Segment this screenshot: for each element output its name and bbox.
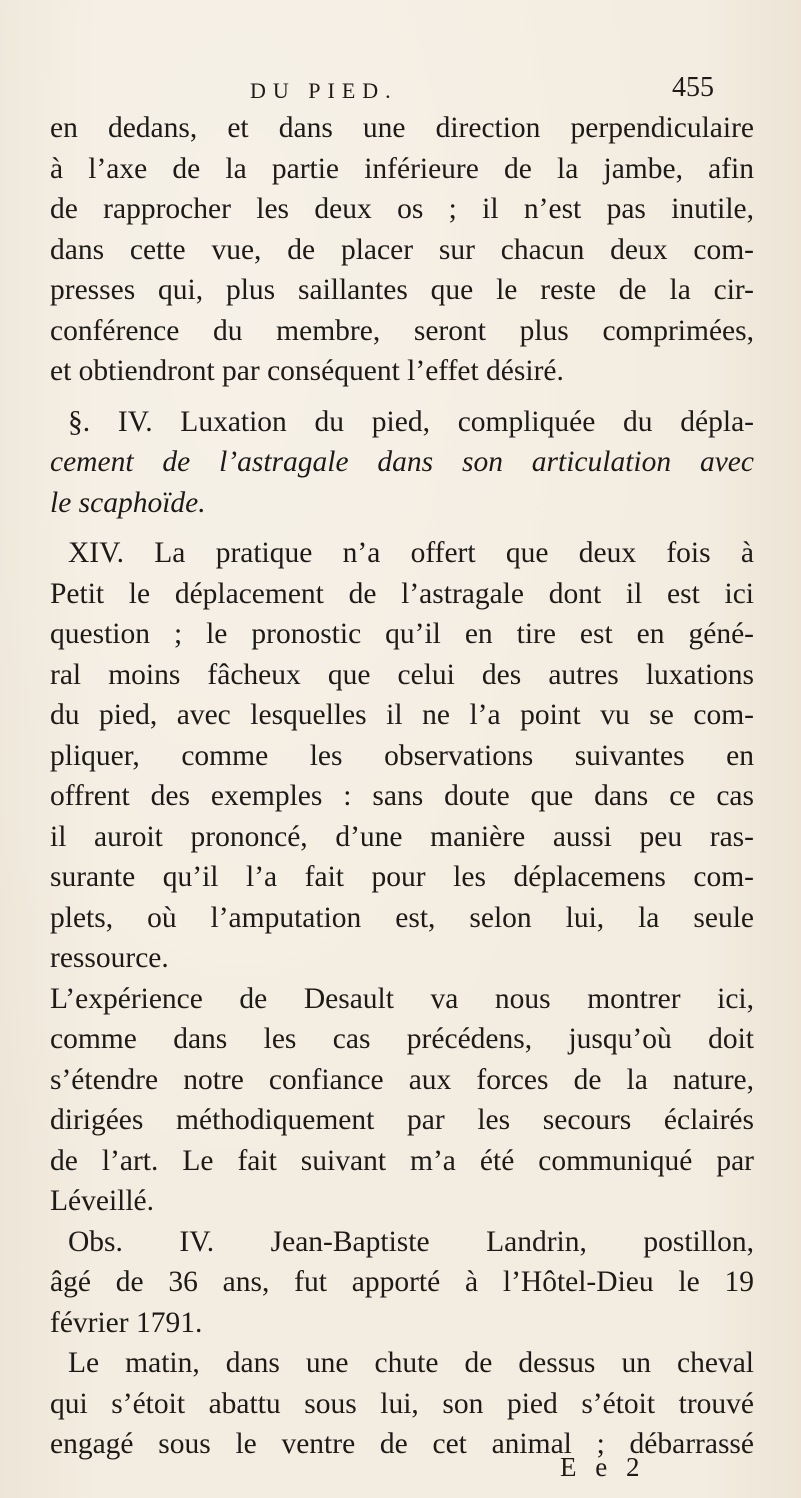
text-line: ral moins fâcheux que celui des autres luxations: [50, 658, 754, 691]
text-line: et obtiendront par conséquent l’effet désiré.: [50, 355, 564, 387]
text-line: en dedans, et dans une direction perpendiculaire: [50, 112, 754, 144]
text-line: dans cette vue, de placer sur chacun deux com-: [50, 233, 754, 266]
paragraph-5: [50, 1343, 754, 1465]
text-line: âgé de 36 ans, fut apporté à l’Hôtel-Dieu le 19: [50, 1266, 754, 1298]
text-line: février 1791.: [50, 1306, 203, 1339]
text-line: plets, où l’amputation est, selon lui, la seule: [50, 901, 754, 934]
text-line: pliquer, comme les observations suivantes en: [50, 739, 754, 772]
text-line: à l’axe de la partie inférieure de la jambe, afin: [50, 152, 754, 185]
heading-line: cement de l’astragale dans son articulation avec: [50, 446, 754, 478]
paragraph-4: [50, 1222, 754, 1344]
heading-line: le scaphoïde.: [50, 486, 206, 519]
text-line: s’étendre notre confiance aux forces de la nature,: [50, 1063, 754, 1096]
text-line: engagé sous le ventre de cet animal ; débarrassé: [50, 1428, 754, 1460]
paragraph-1: [50, 108, 754, 392]
text-line: Léveillé.: [50, 1185, 155, 1217]
text-line: ressource.: [50, 942, 169, 974]
section-heading: [50, 402, 754, 524]
text-line: Obs. IV. Jean-Baptiste Landrin, postillon,: [68, 1225, 754, 1258]
spacer: [50, 392, 754, 402]
text-line: surante qu’il l’a fait pour les déplacemens com-: [50, 861, 754, 893]
text-line: question ; le pronostic qu’il en tire est en géné-: [50, 618, 754, 650]
paragraph-2: [50, 533, 754, 979]
page-number: 455: [672, 72, 714, 103]
spacer: [50, 523, 754, 533]
text-line: presses qui, plus saillantes que le reste de la cir-: [50, 274, 754, 306]
text-line: Petit le déplacement de l’astragale dont il est ici: [50, 577, 754, 610]
text-line: L’expérience de Desault va nous montrer ici,: [50, 982, 754, 1015]
text-line: du pied, avec lesquelles il ne l’a point vu se com-: [50, 699, 754, 731]
signature-mark: E e 2: [560, 1452, 646, 1482]
text-line: qui s’étoit abattu sous lui, son pied s’étoit trouvé: [50, 1387, 754, 1420]
text-line: de l’art. Le fait suivant m’a été communiqué par: [50, 1144, 754, 1177]
text-line: comme dans les cas précédens, jusqu’où doit: [50, 1023, 754, 1055]
text-line: XIV. La pratique n’a offert que deux fois à: [68, 537, 754, 569]
text-line: dirigées méthodiquement par les secours éclairés: [50, 1104, 754, 1136]
text-line: il auroit prononcé, d’une manière aussi peu ras-: [50, 820, 754, 853]
heading-line: §. IV. Luxation du pied, compliquée du dépla-: [68, 405, 754, 438]
body-text: [50, 108, 754, 1465]
text-line: de rapprocher les deux os ; il n’est pas inutile,: [50, 193, 754, 225]
paragraph-3: [50, 979, 754, 1222]
text-line: conférence du membre, seront plus comprimées,: [50, 314, 754, 347]
running-title: DU PIED.: [250, 78, 398, 103]
text-line: offrent des exemples : sans doute que dans ce cas: [50, 780, 754, 812]
text-line: Le matin, dans une chute de dessus un cheval: [68, 1347, 754, 1379]
